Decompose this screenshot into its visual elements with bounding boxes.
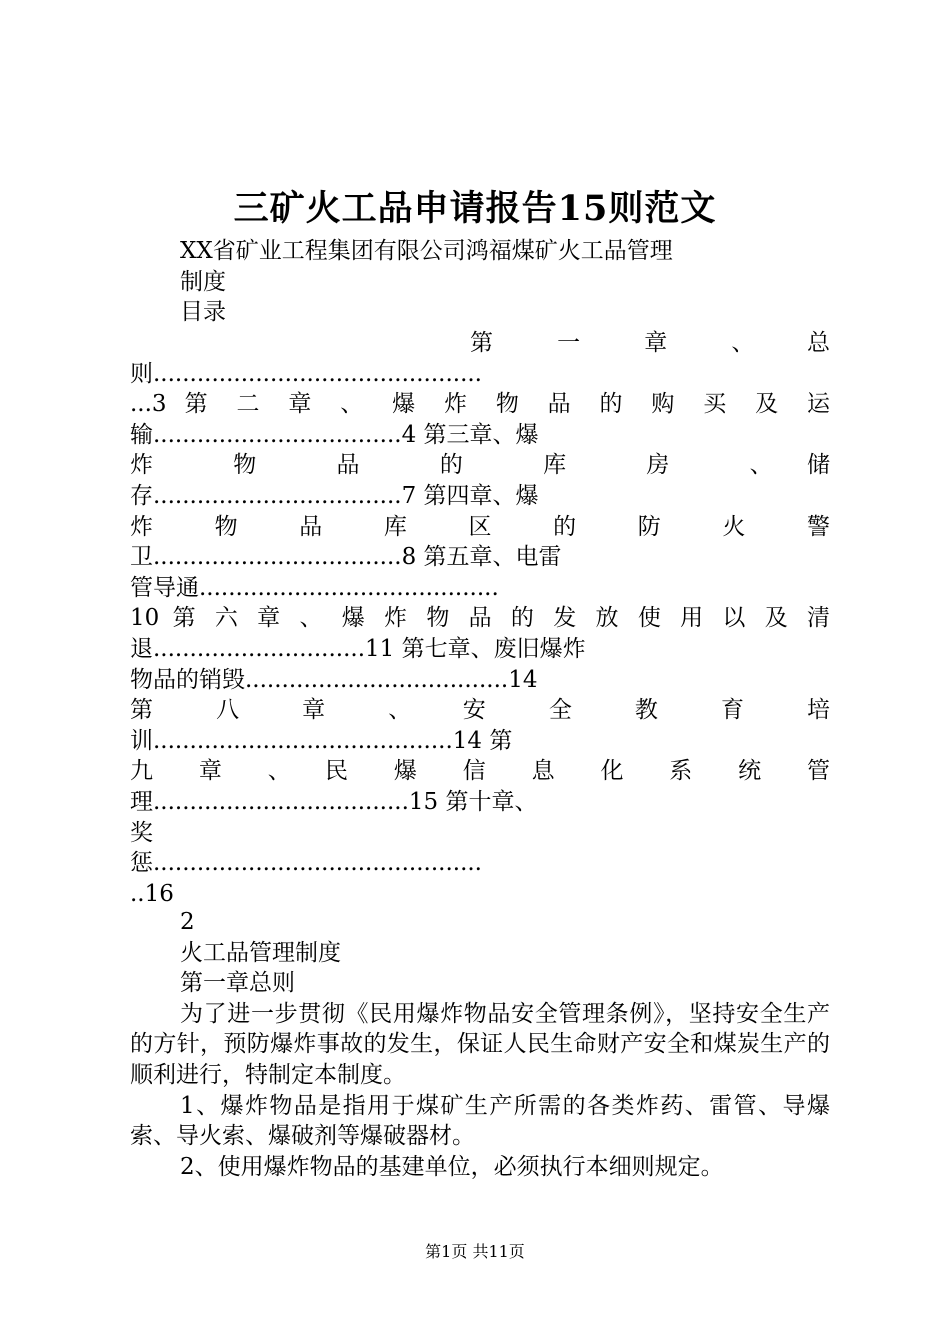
toc-line: 理...................................15 第十章、 xyxy=(130,788,538,815)
toc-line: 存..................................7 第四章、爆 xyxy=(130,482,539,509)
body-block xyxy=(130,907,830,1182)
body-paragraph: 为了进一步贯彻《民用爆炸物品安全管理条例》，坚持安全生产的方针，预防爆炸事故的发生，保证人民生命财产安全和煤炭生产的顺利进行，特制定本制度。 xyxy=(130,1000,830,1088)
toc-line: 训.........................................14 第 xyxy=(130,727,513,754)
toc-line: 第 八 章 、 安 全 教 育 培 xyxy=(130,697,830,724)
toc-line: 九 章 、 民 爆 信 息 化 系 统 管 xyxy=(130,758,830,785)
toc-line: 退.............................11 第七章、废旧爆炸 xyxy=(130,635,586,662)
toc-line: 第 一 章 、 总 xyxy=(470,330,830,356)
toc-line: ..16 xyxy=(130,880,174,907)
body-paragraph: 2、使用爆炸物品的基建单位，必须执行本细则规定。 xyxy=(180,1153,724,1180)
toc-line: 卫..................................8 第五章、电雷 xyxy=(130,544,562,571)
document-title: 三矿火工品申请报告15则范文 xyxy=(233,188,717,229)
subtitle-line: 制度 xyxy=(180,268,226,295)
page-footer: 第1页 共11页 xyxy=(425,1242,525,1261)
table-of-contents xyxy=(130,328,830,909)
toc-line: 奖 xyxy=(130,819,153,846)
toc-line: 管导通......................................... xyxy=(130,574,499,601)
toc-line: 惩............................................. xyxy=(130,850,482,877)
toc-line: 物品的销毁....................................14 xyxy=(130,666,538,693)
body-paragraph: 1、爆炸物品是指用于煤矿生产所需的各类炸药、雷管、导爆索、导火索、爆破剂等爆破器材。 xyxy=(130,1092,830,1150)
toc-line: 输..................................4 第三章、爆 xyxy=(130,421,539,448)
page-number-line: 2 xyxy=(180,909,195,935)
toc-line: 炸 物 品 库 区 的 防 火 警 xyxy=(130,513,830,540)
toc-heading: 目录 xyxy=(180,299,226,326)
subtitle-line: XX省矿业工程集团有限公司鸿福煤矿火工品管理 xyxy=(180,238,673,264)
toc-line: 10 第 六 章 、 爆 炸 物 品 的 发 放 使 用 以 及 清 xyxy=(130,605,830,632)
section-heading: 火工品管理制度 xyxy=(180,939,341,966)
toc-line: 则............................................. xyxy=(130,360,482,387)
subtitle-block xyxy=(130,236,830,328)
chapter-heading: 第一章总则 xyxy=(180,970,295,997)
toc-line: 炸 物 品 的 库 房 、 储 xyxy=(130,452,830,479)
toc-line: ...3 第 二 章 、 爆 炸 物 品 的 购 买 及 运 xyxy=(130,391,830,418)
